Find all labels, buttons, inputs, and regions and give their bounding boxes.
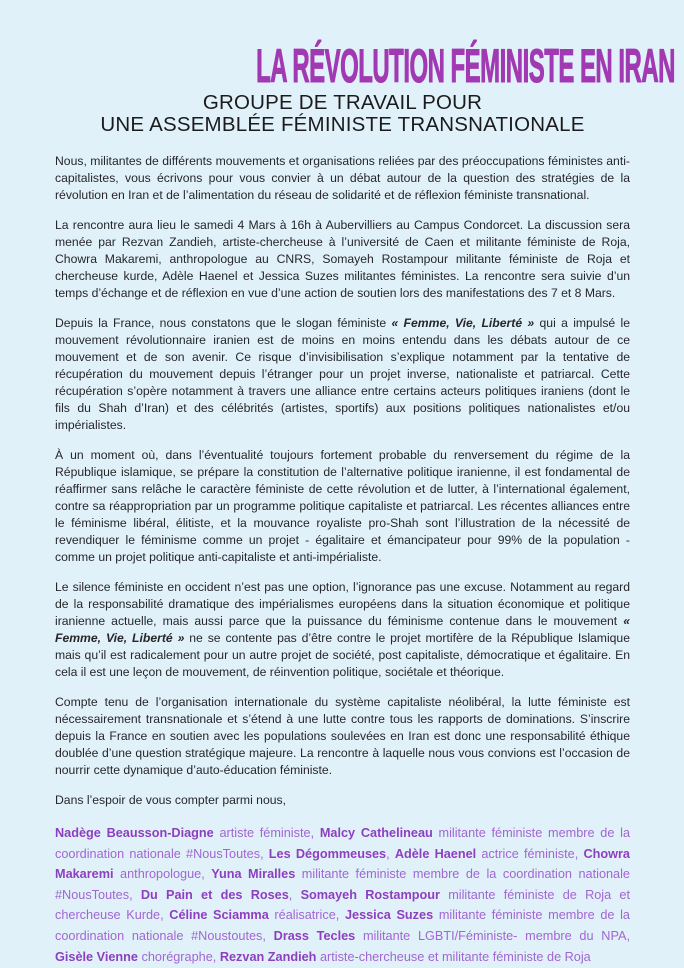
signatory-name: Adèle Haenel bbox=[394, 846, 477, 861]
page-subtitle bbox=[55, 92, 630, 136]
paragraph-text: Compte tenu de l’organisation internationale du système capitaliste néolibéral, la lutte féministe est nécessairement transnationale et s’étend à une lutte contre tous les rapports de dominations. S’inscrire depuis la France en soutien avec les populations soulevées en Iran est donc une responsabilité éthique doublée d’une question stratégique majeure. La rencontre à laquelle nous vous convions est l’occasion de nourrir cette dynamique d’auto-éducation féministe. bbox=[55, 695, 630, 777]
signatory-role: anthropologue bbox=[113, 867, 202, 882]
paragraph bbox=[55, 153, 630, 204]
signatory-role: militante féministe membre de la coordination nationale #Noustoutes bbox=[55, 908, 630, 943]
paragraph-text: ne se contente pas d’être contre le projet mortifère de la République Islamique mais qu’il est radicalement pour un autre projet de société, post capitaliste, démocratique et égalitaire. En cela il est une leçon de mouvement, de réinvention politique, sociétale et théorique. bbox=[55, 631, 630, 679]
signatory-role: militante féministe membre de la coordination nationale #NousToutes bbox=[55, 867, 630, 902]
signatory-role: militante féministe de Roja et chercheuse Kurde bbox=[55, 887, 630, 923]
paragraph-text: Nous, militantes de différents mouvements et organisations reliées par des préoccupations féministes anti-capitalistes, vous écrivons pour vous convier à un débat autour de la question des stratégies de la révolution en Iran et de l’alimentation du réseau de solidarité et de réflexion féministe transnational. bbox=[55, 154, 630, 202]
signatory-name: Malcy Cathelineau bbox=[319, 826, 433, 840]
signatories: Nadège Beausson-Diagne artiste féministe, Malcy Cathelineau militante féministe membre de la coordination nationale #NousToutes, Les Dégommeuses, Adèle Haenel actrice féministe, Chowra Makaremi anthropologue, Yuna Miralles militante féministe membre de la coordination nationale #NousToutes, Du Pain et des Roses, Somayeh Rostampour militante féministe de Roja et chercheuse Kurde, Céline Sciamma réalisatrice, Jessica Suzes militante féministe membre de la coordination nationale #Noustoutes, Drass Tecles militante LGBTI/Féministe- membre du NPA, Gisèle Vienne chorégraphe, Rezvan Zandieh artiste-chercheuse et militante féministe de Roja bbox=[55, 826, 631, 964]
signatory-name: Gisèle Vienne bbox=[55, 949, 138, 964]
signatory-name: Rezvan Zandieh bbox=[219, 949, 317, 964]
signatory-role: chorégraphe bbox=[137, 949, 213, 964]
subtitle-line-2: UNE ASSEMBLÉE FÉMINISTE TRANSNATIONALE bbox=[100, 113, 585, 136]
signatory-name: Nadège Beausson-Diagne bbox=[55, 826, 214, 840]
paragraph-text: qui a impulsé le mouvement révolutionnaire iranien est de moins en moins entendu dans les débats autour de ce mouvement et de son avenir. Ce risque d’invisibilisation s’explique notamment par la tentative de récupération du mouvement depuis l’étranger pour un projet inverse, nationaliste et patriarcal. Cette récupération s’opère notamment à travers une alliance entre certains acteurs politiques iraniens (dont le fils du Shah d’Iran) et des célébrités (artistes, sportifs) aux positions politiques nationalistes et/ou impérialistes. bbox=[55, 316, 630, 432]
signatory-role: artiste-chercheuse et militante féministe de Roja bbox=[316, 949, 591, 964]
paragraph-text: Depuis la France, nous constatons que le slogan féministe bbox=[55, 316, 392, 330]
paragraph bbox=[55, 694, 630, 779]
page-title bbox=[55, 39, 675, 92]
paragraph-text: Le silence féministe en occident n’est pas une option, l’ignorance pas une excuse. Notamment au regard de la responsabilité dramatique des impérialismes européens dans la situation économique et politique iranienne actuelle, mais aussi parce que la puissance du féminisme contenue dans le mouvement bbox=[55, 580, 630, 628]
signatory-name: Drass Tecles bbox=[273, 928, 356, 943]
paragraph-text: La rencontre aura lieu le samedi 4 Mars à 16h à Aubervilliers au Campus Condorcet. La discussion sera menée par Rezvan Zandieh, artiste-chercheuse à l’université de Caen et militante féministe de Roja, Chowra Makaremi, anthropologue au CNRS, Somayeh Rostampour militante féministe de Roja et chercheuse kurde, Adèle Haenel et Jessica Suzes militantes féministes. La rencontre sera suivie d’un temps d’échange et de réflexion en vue d’une action de soutien lors des manifestations des 7 et 8 Mars. bbox=[55, 218, 630, 300]
signatory-role: militante LGBTI/Féministe- membre du NPA bbox=[355, 928, 627, 943]
signatory-role: actrice féministe bbox=[476, 846, 575, 861]
signatory-name: Les Dégommeuses bbox=[268, 846, 387, 861]
signatory-name: Yuna Miralles bbox=[211, 867, 296, 882]
page-title-text: LA RÉVOLUTION FÉMINISTE EN IRAN bbox=[256, 39, 675, 92]
signatory-role: artiste féministe bbox=[213, 826, 311, 840]
paragraph bbox=[55, 447, 630, 566]
paragraph bbox=[55, 579, 630, 681]
signatory-name: Chowra Makaremi bbox=[55, 846, 630, 882]
paragraph bbox=[55, 217, 630, 302]
slogan-emphasis: « Femme, Vie, Liberté » bbox=[391, 316, 535, 330]
signatory-name: Céline Sciamma bbox=[169, 908, 269, 923]
paragraph bbox=[55, 315, 630, 434]
signatory-role: réalisatrice bbox=[268, 908, 336, 923]
closing-line: Dans l’espoir de vous compter parmi nous, bbox=[55, 793, 286, 807]
signatory-name: Somayeh Rostampour bbox=[300, 887, 440, 902]
paragraph-text: À un moment où, dans l’éventualité toujours fortement probable du renversement du régime de la République islamique, se prépare la constitution de l’alternative politique iranienne, il est fondamental de réaffirmer sans relâche le caractère féministe de cette révolution et de lutter, à l’international également, contre sa réappropriation par un programme politique capitaliste et patriarcal. Les récentes alliances entre le féminisme libéral, élitiste, et la mouvance royaliste pro-Shah sont l’illustration de la nécessité de revendiquer le féminisme comme un projet - égalitaire et émancipateur pour 99% de la population - comme un projet politique anti-capitaliste et anti-impérialiste. bbox=[55, 448, 630, 564]
signatory-name: Du Pain et des Roses bbox=[140, 887, 289, 902]
body-paragraphs bbox=[55, 153, 630, 779]
subtitle-line-1: GROUPE DE TRAVAIL POUR bbox=[202, 91, 483, 114]
signatory-name: Jessica Suzes bbox=[344, 908, 434, 923]
slogan-emphasis: « Femme, Vie, Liberté » bbox=[55, 614, 630, 645]
signatory-role: militante féministe membre de la coordination nationale #NousToutes bbox=[55, 826, 631, 861]
